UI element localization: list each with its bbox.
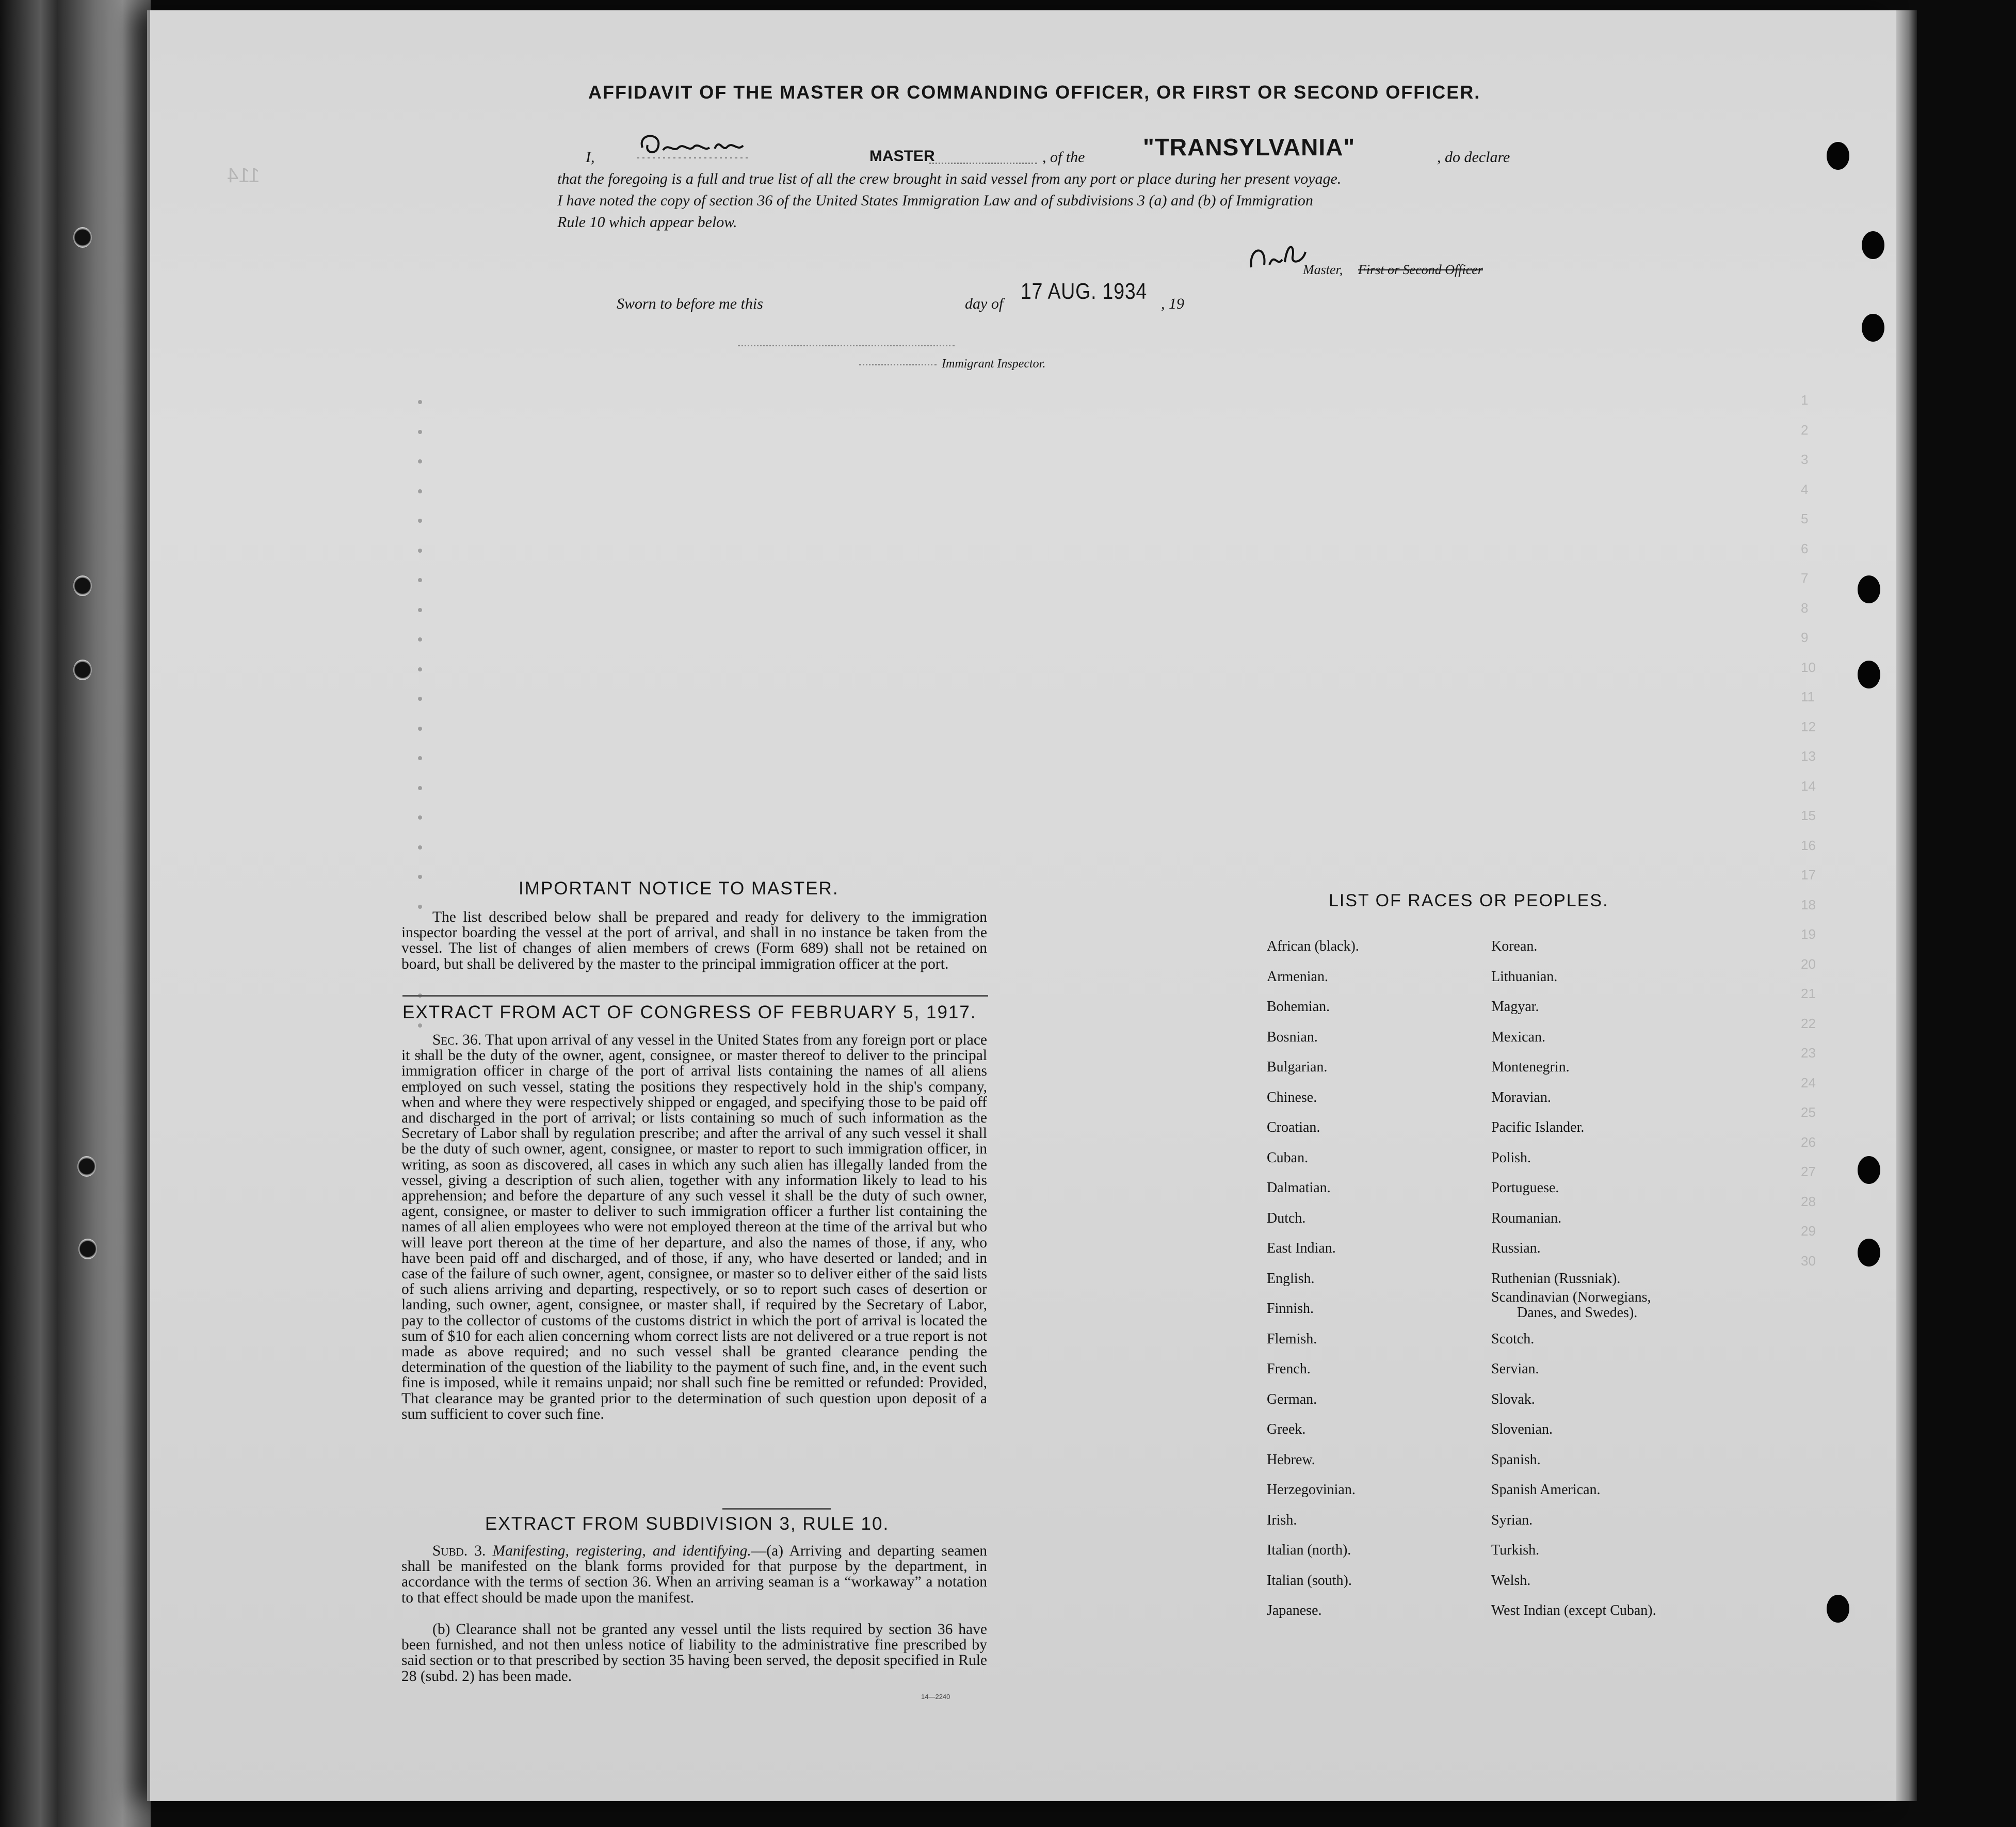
row-number: 1 (1801, 392, 1809, 408)
act-section-label: Sec. 36. (432, 1032, 482, 1048)
race-item: English. (1267, 1270, 1315, 1287)
ghost-dot (418, 845, 422, 850)
row-number: 6 (1801, 540, 1809, 556)
punch-hole-icon (1858, 1156, 1880, 1184)
underlying-page-edge (58, 0, 151, 1827)
year-suffix: , 19 (1161, 295, 1184, 312)
subd-label: Subd. 3. (432, 1543, 486, 1559)
row-number: 30 (1801, 1253, 1816, 1269)
rule-para-a (401, 1543, 987, 1606)
rule-heading: EXTRACT FROM SUBDIVISION 3, RULE 10. (485, 1514, 890, 1534)
race-item: Finnish. (1267, 1301, 1314, 1317)
race-item: Herzegovinian. (1267, 1482, 1356, 1498)
master-signature (632, 127, 756, 163)
row-number: 28 (1801, 1193, 1816, 1209)
row-number: 13 (1801, 748, 1816, 764)
row-number: 22 (1801, 1015, 1816, 1031)
row-number: 15 (1801, 808, 1816, 823)
race-item: Slovenian. (1491, 1421, 1553, 1437)
row-number: 11 (1801, 689, 1815, 704)
races-heading: LIST OF RACES OR PEOPLES. (1329, 891, 1609, 910)
punch-hole-icon (1858, 661, 1880, 688)
ghost-dot (418, 519, 422, 523)
row-number: 21 (1801, 986, 1816, 1001)
vessel-name: "TRANSYLVANIA" (1143, 134, 1356, 161)
race-item: West Indian (except Cuban). (1491, 1602, 1656, 1618)
of-the-label: , of the (1042, 149, 1085, 166)
race-item: Greek. (1267, 1421, 1306, 1437)
row-number: 10 (1801, 659, 1816, 675)
rule-para-b: (b) Clearance shall not be granted any vessel until the lists required by section 36 have been furnished, and not then unless notice of liability to the administrative fine prescribed by said section or to that prescribed by section 35 having been served, the deposit specified in Rule 28 (subd. 2) has been made. (401, 1621, 987, 1685)
subd-para-a: —(a) Arriving and departing seamen shall be manifested on the blank forms provided for that purpose by the department, in accordance with the terms of section 36. When an arriving seaman is a “workaway” a notation to that effect should be made upon the manifest. (401, 1543, 987, 1606)
ghost-dot (418, 489, 422, 493)
race-item: Hebrew. (1267, 1451, 1315, 1468)
row-number: 14 (1801, 778, 1816, 794)
page-right-edge (1896, 10, 1917, 1801)
binder-hole-icon (78, 1239, 97, 1259)
race-item: Syrian. (1491, 1512, 1533, 1528)
row-number: 20 (1801, 956, 1816, 972)
subd-title: Manifesting, registering, and identifying. (492, 1543, 751, 1559)
race-item: Servian. (1491, 1361, 1539, 1377)
ghost-dot (418, 786, 422, 790)
ghost-dot (418, 430, 422, 434)
affidavit-line-3: I have noted the copy of section 36 of the United States Immigration Law and of subdivisions 3 (a) and (b) of Immigration (557, 192, 1313, 209)
row-number: 17 (1801, 867, 1816, 883)
form-number: 14—2240 (921, 1693, 950, 1701)
row-number: 4 (1801, 481, 1809, 497)
race-item: Welsh. (1491, 1572, 1531, 1589)
act-body (401, 1032, 987, 1422)
race-item: Italian (north). (1267, 1542, 1351, 1558)
rule-divider (402, 995, 988, 997)
ghost-dot (418, 637, 422, 642)
margin-mark: 114 (227, 164, 260, 187)
race-item: Portuguese. (1491, 1180, 1559, 1196)
act-heading: EXTRACT FROM ACT OF CONGRESS OF FEBRUARY 5, 1917. (402, 1002, 977, 1022)
ghost-dot (418, 400, 422, 404)
race-item: Lithuanian. (1491, 968, 1558, 985)
affidavit-line-2: that the foregoing is a full and true list of all the crew brought in said vessel from any port or place during her present voyage. (557, 170, 1342, 187)
race-item: Polish. (1491, 1149, 1531, 1166)
row-number: 29 (1801, 1223, 1816, 1239)
row-number: 9 (1801, 630, 1809, 645)
row-number: 27 (1801, 1164, 1816, 1179)
affidavit-line-4: Rule 10 which appear below. (557, 214, 737, 231)
race-item: African (black). (1267, 938, 1359, 954)
race-item: Dutch. (1267, 1210, 1306, 1226)
race-item: Bohemian. (1267, 999, 1330, 1015)
date-stamp: 17 AUG. 1934 (1021, 279, 1148, 304)
ghost-dot (418, 549, 422, 553)
affidavit-title: AFFIDAVIT OF THE MASTER OR COMMANDING OFFICER, OR FIRST OR SECOND OFFICER. (588, 82, 1481, 103)
inspector-line-2 (859, 364, 937, 365)
race-item: Scandinavian (Norwegians, (1491, 1289, 1651, 1305)
race-item: Chinese. (1267, 1089, 1317, 1105)
ghost-dot (418, 815, 422, 820)
ghost-dot (418, 608, 422, 612)
row-number: 23 (1801, 1045, 1816, 1061)
notice-heading: IMPORTANT NOTICE TO MASTER. (519, 878, 839, 899)
row-number: 3 (1801, 452, 1809, 467)
ghost-dot (418, 459, 422, 463)
race-item: Japanese. (1267, 1602, 1322, 1618)
race-item: Russian. (1491, 1240, 1541, 1256)
race-item: Roumanian. (1491, 1210, 1562, 1226)
sworn-text: Sworn to before me this (617, 295, 763, 312)
ghost-dot (418, 905, 422, 909)
row-number: 12 (1801, 718, 1816, 734)
row-number: 8 (1801, 600, 1809, 616)
race-item: Croatian. (1267, 1119, 1320, 1135)
race-item: Mexican. (1491, 1029, 1545, 1045)
do-declare: , do declare (1437, 149, 1510, 166)
ghost-dot (418, 667, 422, 671)
row-number: 7 (1801, 570, 1809, 586)
race-item: Korean. (1491, 938, 1538, 954)
row-number: 25 (1801, 1104, 1816, 1120)
race-item: Magyar. (1491, 999, 1539, 1015)
race-item: Slovak. (1491, 1391, 1535, 1407)
race-item: Bulgarian. (1267, 1059, 1328, 1075)
race-item: Armenian. (1267, 968, 1328, 985)
punch-hole-icon (1862, 231, 1884, 259)
punch-hole-icon (1862, 314, 1884, 342)
row-number: 16 (1801, 837, 1816, 853)
ghost-dot (418, 727, 422, 731)
punch-hole-icon (1827, 142, 1849, 170)
scan-left-border (0, 0, 58, 1827)
row-number: 24 (1801, 1075, 1816, 1091)
punch-hole-icon (1858, 1239, 1880, 1267)
race-item: German. (1267, 1391, 1317, 1407)
ghost-dot (418, 697, 422, 701)
race-item: Cuban. (1267, 1149, 1309, 1166)
act-section-text: That upon arrival of any vessel in the United States from any foreign port or place it shall be the duty of the owner, agent, consignee, or master thereof to deliver to the principal immigration officer in charge of the port of arrival lists containing the names of all aliens employed on such vessel, stating the positions they respectively hold in the ship's company, when and where they were respectively shipped or engaged, and specifying those to be paid off and discharged in the port of arrival; or lists containing so much of such information as the Secretary of Labor shall by regulation prescribe; and after the arrival of any such vessel it shall be the duty of such owner, agent, consignee, or master to report to such immigration officer, in writing, as soon as discovered, all cases in which any such alien has illegally landed from the vessel, giving a description of such alien, together with any information likely to lead to his apprehension; and before the departure of any such vessel it shall be the duty of such owner, agent, consignee, or master to deliver to such immigration officer a further list containing the names of all alien employees who were not employed thereon at the time of the arrival but who will leave port thereon at the time of her departure, and also the names of those, if any, who have been paid off and discharged, and of those, if any, who have deserted or landed; and in case of the failure of such owner, agent, consignee, or master so to deliver either of the said lists of such aliens arriving and departing, respectively, or so to report such cases of desertion or landing, such owner, agent, consignee, or master shall, if required by the Secretary of Labor, pay to the collector of customs of the customs district in which the port of arrival is located the sum of $10 for each alien concerning whom correct lists are not delivered or a true report is not made as above required; and no such vessel shall be granted clearance pending the determination of the question of the liability to the payment of such fine, and, in the event such fine is imposed, while it remains unpaid; nor shall such fine be remitted or refunded: Provided, That clearance may be granted prior to the determination of such question upon deposit of a sum sufficient to cover such fine. (401, 1032, 988, 1422)
row-number: 2 (1801, 422, 1809, 438)
ghost-dot (418, 756, 422, 760)
short-divider (722, 1508, 831, 1510)
row-number: 18 (1801, 896, 1816, 912)
race-item: Bosnian. (1267, 1029, 1318, 1045)
affidavit-i: I, (586, 149, 595, 166)
master-label: MASTER (869, 148, 935, 165)
ghost-dot (418, 578, 422, 582)
row-number: 19 (1801, 926, 1816, 942)
race-item: Ruthenian (Russniak). (1491, 1270, 1621, 1287)
race-item: Moravian. (1491, 1089, 1551, 1105)
race-item: Irish. (1267, 1512, 1297, 1528)
day-of-label: day of (965, 295, 1004, 312)
binder-hole-icon (73, 575, 92, 596)
binder-hole-icon (77, 1156, 96, 1177)
binder-hole-icon (73, 227, 92, 248)
notice-body: The list described below shall be prepared and ready for delivery to the immigration inspector boarding the vessel at the port of arrival, and shall in no instance be taken from the vessel. The list of changes of alien members of crews (Form 689) shall not be retained on board, but shall be delivered by the master to the principal immigration officer at the port. (401, 909, 987, 972)
race-item: Spanish American. (1491, 1482, 1601, 1498)
race-item: Flemish. (1267, 1331, 1317, 1347)
inspector-line (738, 345, 955, 346)
punch-hole-icon (1827, 1595, 1849, 1623)
ghost-dot (418, 875, 422, 879)
ghost-dot (418, 1023, 422, 1028)
race-item: Spanish. (1491, 1451, 1541, 1468)
race-item: Montenegrin. (1491, 1059, 1570, 1075)
race-item: Pacific Islander. (1491, 1119, 1585, 1135)
race-item: Turkish. (1491, 1542, 1540, 1558)
race-item: Scotch. (1491, 1331, 1535, 1347)
binder-hole-icon (73, 660, 92, 680)
race-item: East Indian. (1267, 1240, 1336, 1256)
race-item: Dalmatian. (1267, 1180, 1331, 1196)
inspector-label: Immigrant Inspector. (942, 357, 1046, 371)
race-item: Italian (south). (1267, 1572, 1352, 1589)
row-number: 5 (1801, 511, 1809, 526)
dotted-line (929, 163, 1037, 164)
race-item: French. (1267, 1361, 1311, 1377)
signature-master-label: Master, (1303, 262, 1343, 277)
row-number: 26 (1801, 1134, 1816, 1150)
struck-officer-title: First or Second Officer (1358, 262, 1483, 277)
race-item: Danes, and Swedes). (1517, 1305, 1638, 1321)
punch-hole-icon (1858, 575, 1880, 603)
